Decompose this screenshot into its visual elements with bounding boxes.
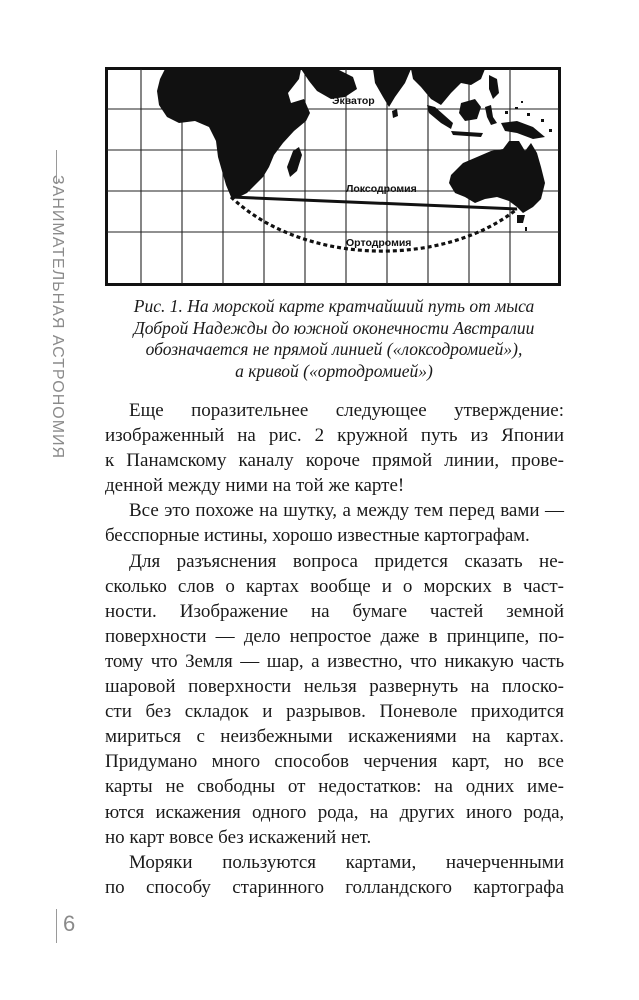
text-line: к Панамскому каналу короче прямой линии, прове-	[105, 450, 564, 472]
text-line: изображенный на рис. 2 кружной путь из Японии	[105, 425, 564, 447]
page-number: 6	[63, 911, 76, 936]
text-line: ности. Изображение на бумаге частей земной	[105, 600, 564, 622]
text-line: Еще поразительнее следующее утверждение:	[129, 400, 564, 421]
equator-label: Экватор	[332, 95, 375, 107]
text-line: по способу старинного голландского картографа	[105, 876, 564, 898]
text-line: тому что Земля — шар, а известно, что никакую часть	[105, 650, 564, 672]
page-number-rule	[56, 909, 57, 943]
text-line: сколько слов о картах вообще и о морских в част-	[105, 575, 564, 597]
map-figure	[105, 67, 561, 286]
text-line: ются искажения одного рода, на других иного рода,	[105, 801, 564, 823]
mercator-map	[105, 67, 561, 286]
text-line: Моряки пользуются картами, начерченными	[129, 851, 564, 873]
text-line: но карт вовсе без искажений нет.	[105, 826, 372, 848]
text-line: мириться с неизбежными искажениями на картах.	[105, 726, 564, 748]
orthodrome-label: Ортодромия	[346, 237, 412, 249]
text-line: Все это похоже на шутку, а между тем перед вами —	[129, 500, 564, 522]
new-zealand-landmass	[525, 227, 527, 231]
text-line: Придумано много способов черчения карт, но все	[105, 751, 564, 773]
text-line: сти без складок и разрывов. Поневоле приходится	[105, 701, 564, 723]
text-line: Для разъяснения вопроса придется сказать не-	[129, 550, 564, 572]
text-line: бесспорные истины, хорошо известные картографам.	[105, 525, 530, 547]
text-line: поверхности — дело непростое даже в принципе, по-	[105, 625, 564, 647]
loxodrome-label: Локсодромия	[346, 183, 417, 195]
text-line: шаровой поверхности нельзя развернуть на плоско-	[105, 676, 564, 698]
running-title: ЗАНИМАТЕЛЬНАЯ АСТРОНОМИЯ	[49, 175, 66, 460]
text-line: карты не свободны от недостатков: на одних име-	[105, 776, 564, 798]
body-text	[105, 398, 564, 900]
caption-line: Рис. 1. На морской карте кратчайший путь от мыса	[133, 296, 535, 316]
figure-caption	[96, 296, 572, 382]
text-line: денной между ними на той же карте!	[105, 475, 405, 497]
caption-line: Доброй Надежды до южной оконечности Австралии	[133, 317, 535, 338]
caption-line: а кривой («ортодромией»)	[235, 360, 433, 381]
caption-line: обозначается не прямой линией («локсодромией»),	[145, 339, 523, 359]
